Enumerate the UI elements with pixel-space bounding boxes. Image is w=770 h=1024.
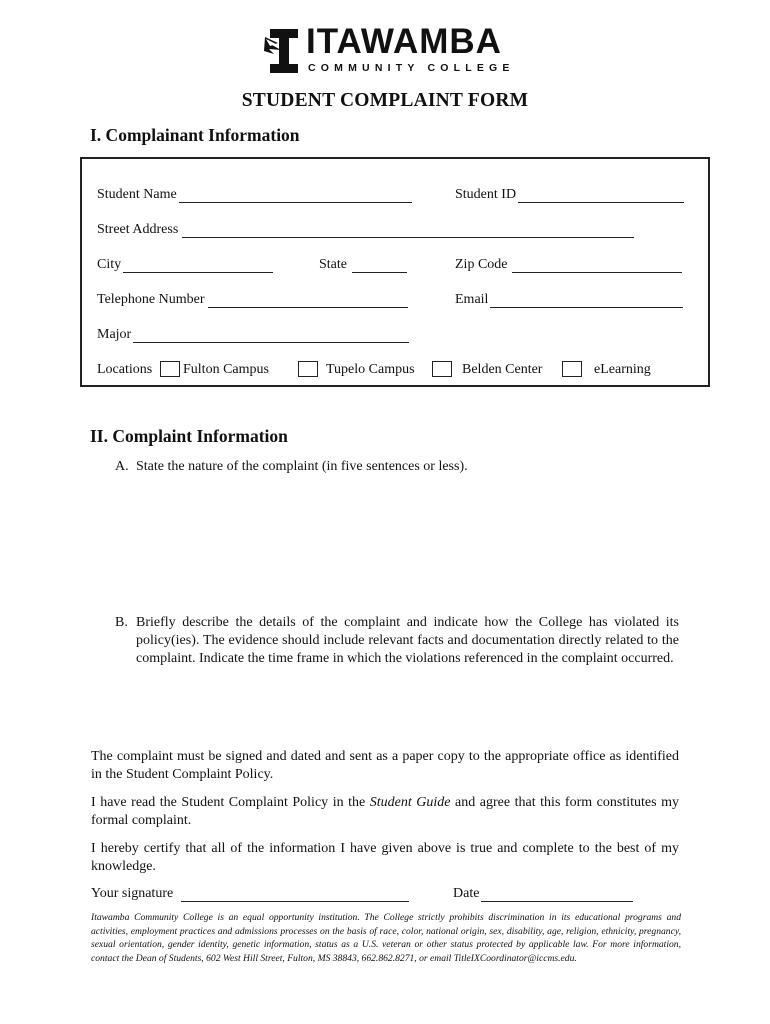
student-name-line[interactable]: [179, 188, 412, 203]
form-title: STUDENT COMPLAINT FORM: [241, 90, 529, 111]
fulton-campus-label: Fulton Campus: [183, 362, 269, 377]
student-name-label: Student Name: [97, 187, 177, 202]
student-id-field[interactable]: [455, 187, 684, 203]
belden-center-checkbox[interactable]: [432, 361, 452, 377]
tupelo-campus-checkbox[interactable]: [298, 361, 318, 377]
signature-label: Your signature: [91, 886, 174, 901]
item-b-response-area[interactable]: [136, 672, 681, 742]
college-name: ITAWAMBA: [306, 22, 502, 61]
student-id-line[interactable]: [518, 188, 684, 203]
email-label: Email: [455, 292, 489, 307]
zip-code-line[interactable]: [512, 258, 682, 273]
city-field[interactable]: [97, 257, 273, 273]
section-1-title: I. Complainant Information: [90, 125, 300, 145]
signature-field[interactable]: [91, 886, 409, 902]
itawamba-i-logo-icon: [262, 27, 304, 75]
elearning-label: eLearning: [594, 362, 651, 377]
certification-statement: I hereby certify that all of the information I have given above is true and complete to the best of my knowledge.: [91, 841, 679, 874]
elearning-checkbox[interactable]: [562, 361, 582, 377]
equal-opportunity-statement: Itawamba Community College is an equal opportunity institution. The College strictly prohibits discrimination in its educational programs and activities, employment practices and admissions processes on the basis of race, color, national origin, sex, disability, age, religion, ethnicity, pregnancy, sexual orientation, gender identity, genetic information, status as a U.S. veteran or other status protected by applicable law. For more information, contact the Dean of Students, 602 West Hill Street, Fulton, MS 38843, 662.862.8271, or email TitleIXCoordinator@iccms.edu.: [91, 912, 681, 964]
item-b-marker: B.: [115, 615, 128, 630]
locations-label: Locations: [97, 362, 153, 377]
email-line[interactable]: [490, 293, 683, 308]
city-label: City: [97, 257, 122, 272]
item-a-response-area[interactable]: [136, 482, 681, 602]
signature-line[interactable]: [181, 887, 409, 902]
item-b-text: Briefly describe the details of the complaint and indicate how the College has violated its policy(ies). The evidence should include relevant facts and documentation directly related to the complaint. Indicate the time frame in which the violations referenced in the complaint occurred.: [136, 615, 679, 666]
student-name-field[interactable]: [97, 187, 412, 203]
state-line[interactable]: [352, 258, 407, 273]
tupelo-campus-label: Tupelo Campus: [326, 362, 415, 377]
date-field[interactable]: [453, 886, 633, 902]
policy-acknowledgement: [91, 794, 679, 830]
fulton-campus-checkbox[interactable]: [160, 361, 180, 377]
college-subtitle: COMMUNITY COLLEGE: [308, 62, 515, 74]
state-label: State: [319, 257, 347, 272]
major-field[interactable]: [97, 327, 409, 343]
major-label: Major: [97, 327, 132, 342]
date-line[interactable]: [481, 887, 633, 902]
street-address-field[interactable]: [97, 222, 634, 238]
major-line[interactable]: [133, 328, 409, 343]
street-address-label: Street Address: [97, 222, 179, 237]
signing-instructions: The complaint must be signed and dated and sent as a paper copy to the appropriate office as identified in the Student Complaint Policy.: [91, 749, 679, 782]
belden-center-label: Belden Center: [462, 362, 543, 377]
state-field[interactable]: [319, 257, 407, 273]
item-a-marker: A.: [115, 459, 129, 474]
street-address-line[interactable]: [182, 223, 634, 238]
section-2-title: II. Complaint Information: [90, 426, 288, 446]
student-guide-title: Student Guide: [369, 795, 451, 810]
policy-ack-text-2: and agree that this form constitutes my formal complaint.: [91, 795, 679, 828]
zip-code-field[interactable]: [455, 257, 682, 273]
telephone-field[interactable]: [97, 292, 408, 308]
email-field[interactable]: [455, 292, 683, 308]
policy-ack-text-1: I have read the Student Complaint Policy in the: [91, 795, 370, 810]
telephone-line[interactable]: [208, 293, 408, 308]
item-a-text: State the nature of the complaint (in five sentences or less).: [136, 459, 468, 474]
telephone-label: Telephone Number: [97, 292, 205, 307]
date-label: Date: [453, 886, 480, 901]
zip-code-label: Zip Code: [455, 257, 508, 272]
student-id-label: Student ID: [455, 187, 517, 202]
city-line[interactable]: [123, 258, 273, 273]
